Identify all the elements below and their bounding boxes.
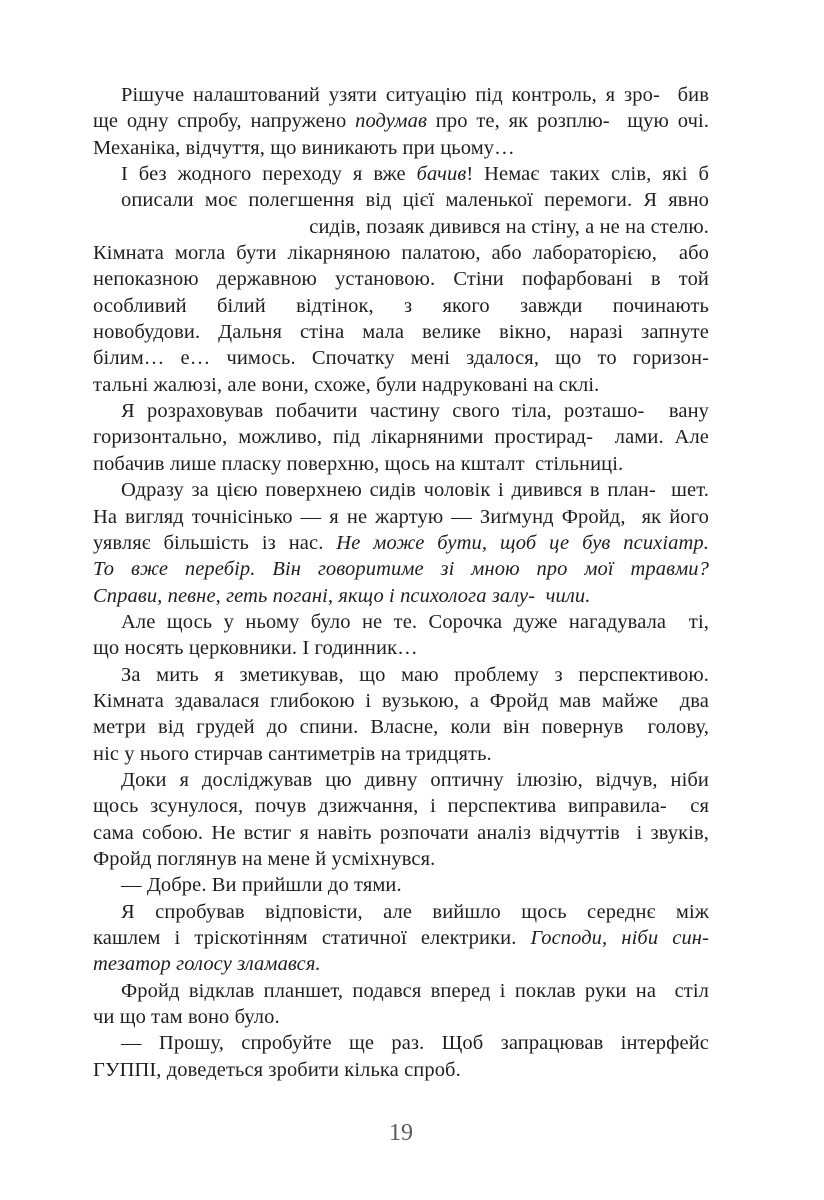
text-run: На вигляд точнісінько — я не жартую — Зиґмунд Фройд, як його bbox=[93, 505, 709, 528]
text-line bbox=[93, 714, 709, 740]
text-run: сама собою. Не встиг я навіть розпочати аналіз відчуттів і звуків, bbox=[93, 821, 709, 844]
text-line bbox=[93, 899, 709, 925]
paragraph bbox=[93, 161, 709, 398]
text-run: новобудови. Дальня стіна мала велике вікно, наразі запнуте bbox=[93, 321, 709, 344]
text-line bbox=[93, 978, 709, 1004]
text-run: ніс у нього стирчав сантиметрів на тридцять. bbox=[93, 742, 492, 765]
text-line bbox=[93, 372, 709, 398]
paragraph bbox=[93, 872, 709, 898]
text-run: Фройд поглянув на мене й усміхнувся. bbox=[93, 847, 436, 870]
text-line bbox=[93, 266, 709, 292]
text-run: про те, як розплю- щую очі. bbox=[426, 110, 709, 133]
paragraph bbox=[93, 899, 709, 978]
text-run: Рішуче налаштований узяти ситуацію під контроль, я зро- бив bbox=[121, 84, 709, 106]
italic-text-run: тезатор голосу зламався. bbox=[93, 953, 321, 976]
text-line bbox=[93, 319, 709, 345]
text-line bbox=[93, 1030, 709, 1056]
paragraph bbox=[93, 477, 709, 609]
text-run: уявляє більшість із нас. bbox=[93, 531, 337, 554]
paragraph bbox=[93, 609, 709, 662]
text-run: щось зсунулося, почув дзижчання, і перспектива виправила- ся bbox=[93, 795, 709, 818]
text-line bbox=[93, 214, 709, 240]
italic-text-run: Господи, ніби син- bbox=[530, 927, 709, 949]
italic-text-run: подумав bbox=[355, 110, 427, 133]
text-run: Я розраховував побачити частину свого тіла, розташо- вану bbox=[121, 400, 709, 423]
text-run: особливий білий відтінок, з якого завжди починають bbox=[93, 294, 709, 317]
text-run: білим… е… чимось. Спочатку мені здалося, що то горизон- bbox=[93, 347, 709, 370]
text-line bbox=[93, 556, 709, 582]
text-line bbox=[93, 820, 709, 846]
text-run: що носять церковники. І годинник… bbox=[93, 637, 418, 660]
text-run: За мить я зметикував, що маю проблему з перспективою. bbox=[121, 663, 709, 686]
text-line bbox=[93, 1057, 709, 1083]
text-line bbox=[93, 108, 709, 134]
text-run: Фройд відклав планшет, подався вперед і поклав руки на стіл bbox=[121, 979, 709, 1002]
page-number: 19 bbox=[389, 1120, 413, 1146]
text-line bbox=[93, 1004, 709, 1030]
text-line bbox=[93, 635, 709, 661]
text-line bbox=[93, 82, 709, 108]
text-line bbox=[93, 951, 709, 977]
text-run: чи що там воно було. bbox=[93, 1006, 280, 1029]
text-line bbox=[93, 872, 709, 898]
text-line bbox=[93, 424, 709, 450]
text-run: Я спробував відповісти, але вийшло щось середнє між bbox=[121, 900, 709, 923]
paragraph bbox=[93, 978, 709, 1031]
paragraph bbox=[93, 662, 709, 767]
text-run: — Добре. Ви прийшли до тями. bbox=[121, 874, 402, 897]
text-line bbox=[93, 240, 709, 266]
text-line bbox=[93, 451, 709, 477]
text-line bbox=[93, 398, 709, 424]
text-run: сидів, позаяк дивився на стіну, а не на стелю. bbox=[309, 215, 709, 238]
text-run: ГУППІ, доведеться зробити кілька спроб. bbox=[93, 1058, 461, 1081]
italic-text-run: бачив bbox=[416, 163, 467, 186]
text-run: метри від грудей до спини. Власне, коли він повернув голову, bbox=[93, 716, 709, 739]
text-line bbox=[93, 793, 709, 819]
text-line bbox=[93, 609, 709, 635]
text-run: горизонтально, можливо, під лікарняними простирад- лами. Але bbox=[93, 426, 709, 449]
italic-text-run: Справи, певне, геть погані, якщо і психолога залу- чили. bbox=[93, 584, 591, 607]
text-run: непоказною державною установою. Стіни пофарбовані в той bbox=[93, 268, 709, 291]
text-line bbox=[93, 846, 709, 872]
text-run: Кімната здавалася глибокою і вузькою, а Фройд мав майже два bbox=[93, 689, 709, 712]
text-run: ! Немає таких слів, які б bbox=[466, 163, 709, 186]
text-block bbox=[93, 82, 709, 1083]
text-line bbox=[93, 293, 709, 319]
text-line bbox=[93, 161, 709, 187]
paragraph bbox=[93, 82, 709, 161]
text-line bbox=[93, 187, 709, 213]
text-run: Доки я досліджував цю дивну оптичну ілюзію, відчув, ніби bbox=[121, 768, 709, 791]
text-line bbox=[93, 741, 709, 767]
italic-text-run: Не може бути, щоб це був психіатр. bbox=[336, 531, 709, 554]
text-run: кашлем і тріскотінням статичної електрики. bbox=[93, 927, 531, 949]
paragraph bbox=[93, 398, 709, 477]
text-line bbox=[93, 767, 709, 793]
text-line bbox=[93, 688, 709, 714]
paragraph bbox=[93, 767, 709, 872]
text-run: І без жодного переходу я вже bbox=[121, 163, 417, 186]
text-run: Кімната могла бути лікарняною палатою, або лабораторією, або bbox=[93, 242, 709, 265]
paragraph bbox=[93, 1030, 709, 1083]
text-run: — Прошу, спробуйте ще раз. Щоб запрацював інтерфейс bbox=[121, 1032, 709, 1055]
italic-text-run: То вже перебір. Він говоритиме зі мною про мої травми? bbox=[93, 558, 709, 581]
text-run: тальні жалюзі, але вони, схоже, були надруковані на склі. bbox=[93, 373, 600, 396]
text-line bbox=[93, 530, 709, 556]
text-line bbox=[93, 135, 709, 161]
text-run: Але щось у ньому було не те. Сорочка дуже нагадувала ті, bbox=[121, 610, 709, 633]
text-line bbox=[93, 477, 709, 503]
text-line bbox=[93, 925, 709, 951]
text-line bbox=[93, 662, 709, 688]
text-run: Одразу за цією поверхнею сидів чоловік і дивився в план- шет. bbox=[121, 479, 709, 502]
text-run: побачив лише пласку поверхню, щось на кшталт стільниці. bbox=[93, 452, 624, 475]
text-line bbox=[93, 345, 709, 371]
text-run: Механіка, відчуття, що виникають при цьому… bbox=[93, 136, 515, 159]
text-run: описали моє полегшення від цієї маленької перемоги. Я явно bbox=[121, 189, 709, 212]
text-line bbox=[93, 504, 709, 530]
text-line bbox=[93, 583, 709, 609]
text-run: ще одну спробу, напружено bbox=[93, 110, 356, 133]
